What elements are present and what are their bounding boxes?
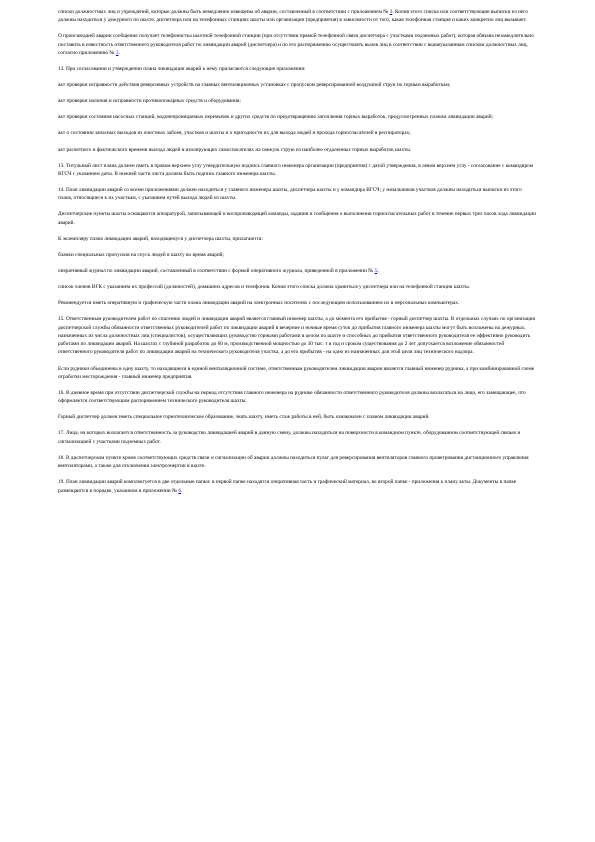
paragraph-text: .	[118, 49, 120, 56]
paragraph-text: акт проверки исправности действия реверсивных устройств на главных вентиляционных установках с пропуском реверсированной воздушной струи по горным выработкам;	[58, 82, 451, 89]
paragraph-text: К экземпляру плана ликвидации аварий, находящемуся у диспетчера шахты, прилагаются:	[58, 235, 263, 242]
paragraph	[58, 267, 537, 275]
paragraph	[58, 8, 537, 25]
paragraph-text: Если рудники объединены в одну шахту, то находящиеся в единой вентиляционной системе, ответственным руководителем ликвидации аварии является главный инженер рудника, а при комбинированной схеме отработки месторождения - главный инженер предприятия.	[58, 365, 535, 380]
paragraph	[58, 146, 537, 154]
paragraph-text: акт проверки состояния насосных станций, водонепроницаемых перемычек и других средств по предотвращению затопления горных выработок, предусмотренных планом ликвидации аварий;	[58, 114, 494, 121]
paragraph	[58, 389, 537, 406]
paragraph-text: .	[181, 487, 183, 494]
paragraph	[58, 129, 537, 137]
appendix-link[interactable]: 3	[389, 9, 393, 15]
paragraph	[58, 365, 537, 382]
paragraph-text: списки должностных лиц и учреждений, которые должны быть немедленно извещены об аварии, составленный в соответствии с приложением №	[58, 9, 390, 15]
paragraph-text: 13. При согласовании и утверждении плана ликвидации аварий к нему прилагаются следующие приложения:	[58, 66, 306, 73]
paragraph-text: О происшедшей аварии сообщение получает телефонистка шахтной телефонной станции (при отсутствии прямой телефонной связи диспетчера с участками подземных работ), которая обязана незамедлительно поставить в известность ответственного руководителя работ по ликвидации аварий (диспетчера) и по его распоряжению осуществлять вызов лиц в соответствии с вышеуказанным списком должностных лиц, согласно приложению №	[58, 33, 534, 56]
paragraph-text: 18. В диспетчерском пункте кроме соответствующих средств связи и сигнализации об аварии должны находиться пульт для реверсирования вентиляторов главного проветривания дистанционного управления вентиляторами, а также для отключения электроэнергии в шахте.	[58, 454, 529, 470]
paragraph-text: акт проверки наличия и исправности противопожарных средств и оборудования;	[58, 98, 241, 105]
paragraph-text: Горный диспетчер должен иметь специальное горнотехническое образование, знать шахту, иметь стаж работы в ней, быть ознакомлен с планом ликвидации аварий.	[58, 414, 430, 421]
paragraph	[58, 283, 537, 291]
paragraph-text: 15. Ответственным руководителем работ по спасению людей и ликвидации аварий является главный инженер шахты, а до момента его прибытия - горный диспетчер шахты. В отдельных случаях по организации диспетчерской службы обязанности ответственных руководителей работ по ликвидации аварий в вечерние и ночные время суток до прибытия главного инженера шахты могут быть возложены на дежурных, назначенных из числа должностных лиц (специалистов), осуществляющих руководство горными работами в целом по шахте и способных до прибытия ответственного руководителя ее эффективно руководить работами по ликвидации аварий. На шахтах с глубиной разработок до 60 м, производственной мощностью до 30 тыс. т в год и сроком существования до 2 лет допускается возложение обязанностей ответственного руководителя работ по ликвидации аварий на технического руководителя участка, а до его прибытия - на одно из назначенных для этой цели лиц технического надзора.	[58, 316, 536, 356]
appendix-link[interactable]: 3	[115, 49, 119, 56]
paragraph	[58, 454, 537, 471]
paragraph	[58, 315, 537, 356]
paragraph-text: бланки специальных пропусков на спуск людей в шахту во время аварий;	[58, 251, 224, 258]
paragraph	[58, 235, 537, 243]
paragraph-text: Диспетчерские пункты шахты оснащаются аппаратурой, записывающей и воспроизводящей команды, задания и сообщения о выполнении горноспасательных работ в течение первых трех часов хода ликвидации аварий.	[58, 211, 537, 226]
paragraph	[58, 97, 537, 105]
appendix-link[interactable]: 6	[178, 487, 181, 494]
paragraph	[58, 251, 537, 259]
paragraph	[58, 478, 537, 495]
paragraph-text: акт о состоянии запасных выходов из очистных забоев, участков и шахты и о пригодности их для выхода людей и прохода горноспасателей в респираторах;	[58, 130, 411, 137]
paragraph	[58, 32, 537, 57]
paragraph-text: 19. План ликвидации аварий комплектуется в две отдельные папки: в первой папке находятся оперативная часть и графический материал, во второй папке - приложения к плану акты. Документы в папке размещаются в порядке, указанном в приложении №	[58, 479, 517, 494]
paragraph	[58, 210, 537, 227]
paragraph-text: ;	[377, 268, 379, 274]
paragraph-text: список членов ВГК с указанием их профессий (должностей), домашних адресов и телефонов. Копия этого списка должна храниться у диспетчера или на телефонной станции шахты.	[58, 284, 470, 291]
paragraph	[58, 81, 537, 89]
paragraph	[58, 113, 537, 121]
paragraph	[58, 65, 537, 73]
paragraph-text: Рекомендуется иметь оперативную и графическую части плана ликвидации аварий на электронных носителях с последующим использованием их в персональных компьютерах.	[58, 300, 460, 307]
appendix-link[interactable]: 5	[374, 268, 378, 274]
paragraph-text: 13. Титульный лист плана должен иметь в правом верхнем углу утвердительную подпись главного инженера организации (предприятия) с датой утверждения, в левом верхнем углу - согласование с командиром ВГСЧ с указанием даты. В нижней части листа должна быть подпись главного инженера шахты.	[58, 162, 534, 177]
paragraph-text: 16. В дневное время при отсутствии диспетчерской службы на период отсутствия главного инженера на руднике обязанности ответственного руководителя должны возлагаться на лицо, его замещающее, что оформляется соответствующим распоряжением технического руководителя шахты.	[58, 389, 526, 405]
paragraph-text: 17. Лица, на которых возлагается ответственность за руководство ликвидацией аварий в данную смену, должны находиться на поверхности в командном пункте, оборудованном соответствующей связью и сигнализацией с участками подземных работ.	[58, 430, 521, 445]
paragraph-text: акт расчетного и фактического времени выхода людей в изолирующих самоспасателях на свежую струю из наиболее отдаленных горных выработок шахты.	[58, 146, 412, 153]
paragraph	[58, 413, 537, 421]
paragraph	[58, 162, 537, 179]
paragraph	[58, 299, 537, 307]
paragraph-text: оперативный журнал по ликвидации аварий, составленный в соответствии с формой оперативного журнала, приведенной в приложении №	[58, 268, 375, 274]
paragraph	[58, 429, 537, 446]
paragraph-text: . Копия этого списка или соответствующие выписки из него должны находиться у дежурного по шахте, диспетчера или на телефонных станциях шахты или организации (предприятия) в зависимости от того, какая телефонная станция и каких конкретно лиц вызывает.	[58, 9, 528, 24]
paragraph-text: 14. План ликвидации аварий со всеми приложениями должен находиться у главного инженера шахты, диспетчера шахты и у командира ВГСЧ; у начальников участков должны находиться выписки из этого плана, относящиеся к их участкам, с указанием путей выхода людей из шахты.	[58, 187, 522, 202]
paragraph	[58, 186, 537, 203]
